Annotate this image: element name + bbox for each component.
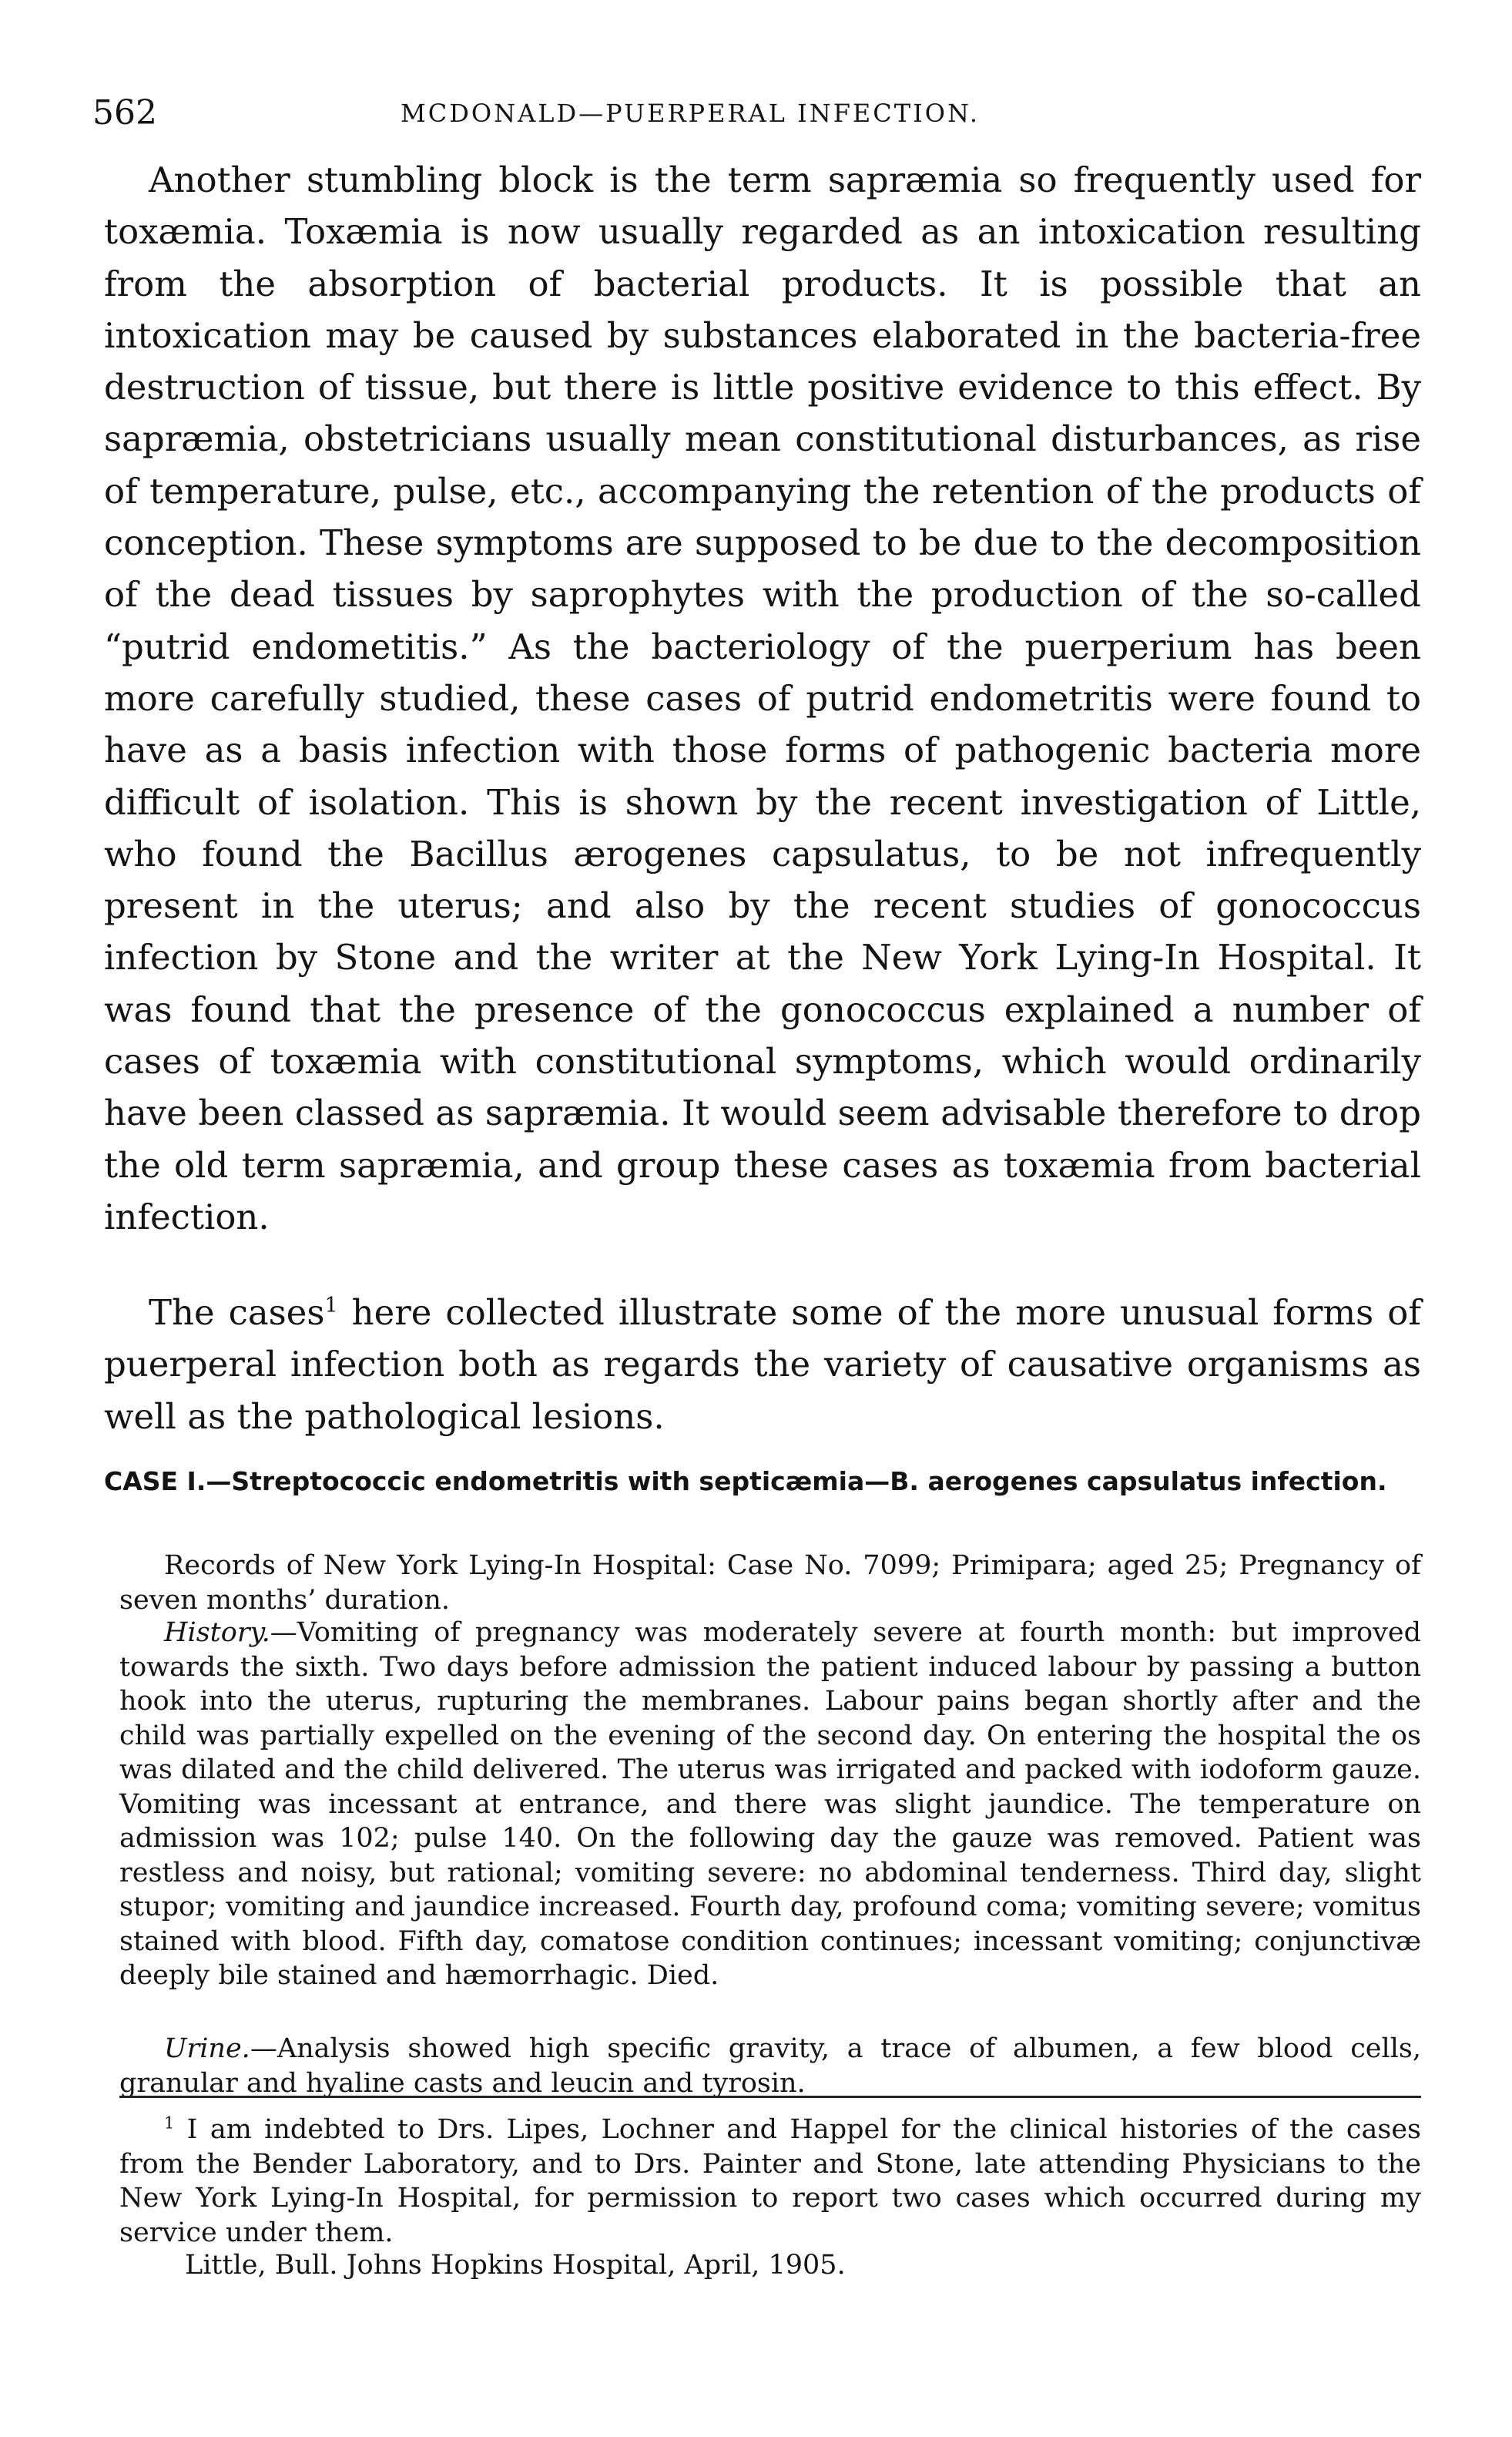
history-label: History. [164,1617,270,1648]
case-urine [119,2032,1421,2100]
history-text: —Vomiting of pregnancy was moderately severe at fourth month: but improved towards the sixth. Two days before admission the patient induced labour by passing a button hook into the uterus, rupturing the membranes. Labour pains began shortly after and the child was partially expelled on the evening of the second day. On entering the hospital the os was dilated and the child delivered. The uterus was irrigated and packed with iodoform gauze. Vomiting was incessant at entrance, and there was slight jaundice. The temperature on admission was 102; pulse 140. On the following day the gauze was removed. Patient was restless and noisy, but rational; vomiting severe: no abdominal tenderness. Third day, slight stupor; vomiting and jaundice increased. Fourth day, profound coma; vomiting severe; vomitus stained with blood. Fifth day, comatose condition continues; incessant vomiting; conjunctivæ deeply bile stained and hæmorrhagic. Died. [119,1617,1421,1991]
urine-text: —Analysis showed high specific gravity, a trace of albumen, a few blood cells, granular and hyaline casts and leucin and tyrosin. [119,2033,1421,2099]
body-paragraph-2 [104,1287,1421,1442]
footnote-reference: Little, Bull. Johns Hopkins Hospital, April, 1905. [185,2250,846,2281]
paragraph-2-rest: here collected illustrate some of the more unusual forms of puerperal infection both as regards the variety of causative organisms as well as the pathological lesions. [104,1292,1421,1437]
footnote-1-mark: 1 [164,2113,175,2133]
footnote-1-text: I am indebted to Drs. Lipes, Lochner and Happel for the clinical histories of the cases from the Bender Laboratory, and to Drs. Painter and Stone, late attending Physicians to the New York Lying-In Hospital, for permission to report two cases which occurred during my service under them. [119,2114,1421,2248]
footnote-divider [119,2096,1421,2098]
footnote-marker: 1 [324,1294,338,1318]
footnote-1 [119,2113,1421,2250]
paragraph-1-text: Another stumbling block is the term sapræmia so frequently used for toxæmia. Toxæmia is now usually regarded as an intoxication resulting from the absorption of bacterial products. It is possible that an intoxication may be caused by substances elaborated in the bacteria-free destruction of tissue, but there is little positive evidence to this effect. By sapræmia, obstetricians usually mean constitutional disturbances, as rise of temperature, pulse, etc., accompanying the retention of the products of conception. These symptoms are supposed to be due to the decomposition of the dead tissues by saprophytes with the production of the so-called “putrid endometitis.” As the bacteriology of the puerperium has been more carefully studied, these cases of putrid endometritis were found to have as a basis infection with those forms of pathogenic bacteria more difficult of isolation. This is shown by the recent investigation of Little, who found the Bacillus ærogenes capsulatus, to be not infrequently present in the uterus; and also by the recent studies of gonococcus infection by Stone and the writer at the New York Lying-In Hospital. It was found that the presence of the gonococcus explained a number of cases of toxæmia with constitutional symptoms, which would ordinarily have been classed as sapræmia. It would seem advisable therefore to drop the old term sapræmia, and group these cases as toxæmia from bacterial infection. [104,159,1421,1237]
paragraph-2-start: The cases [149,1292,325,1333]
urine-label: Urine. [164,2033,250,2064]
case-records [119,1549,1421,1617]
running-head: MCDONALD—PUERPERAL INFECTION. [401,99,981,128]
body-paragraph-1 [104,154,1421,1243]
page-header [92,86,1440,140]
case-history [119,1616,1421,1993]
case-heading: CASE I.—Streptococcic endometritis with septicæmia—B. aerogenes capsulatus infection. [104,1466,1387,1496]
case-records-text: Records of New York Lying-In Hospital: Case No. 7099; Primipara; aged 25; Pregnancy of seven months’ duration. [119,1550,1421,1616]
page-number: 562 [92,93,157,133]
